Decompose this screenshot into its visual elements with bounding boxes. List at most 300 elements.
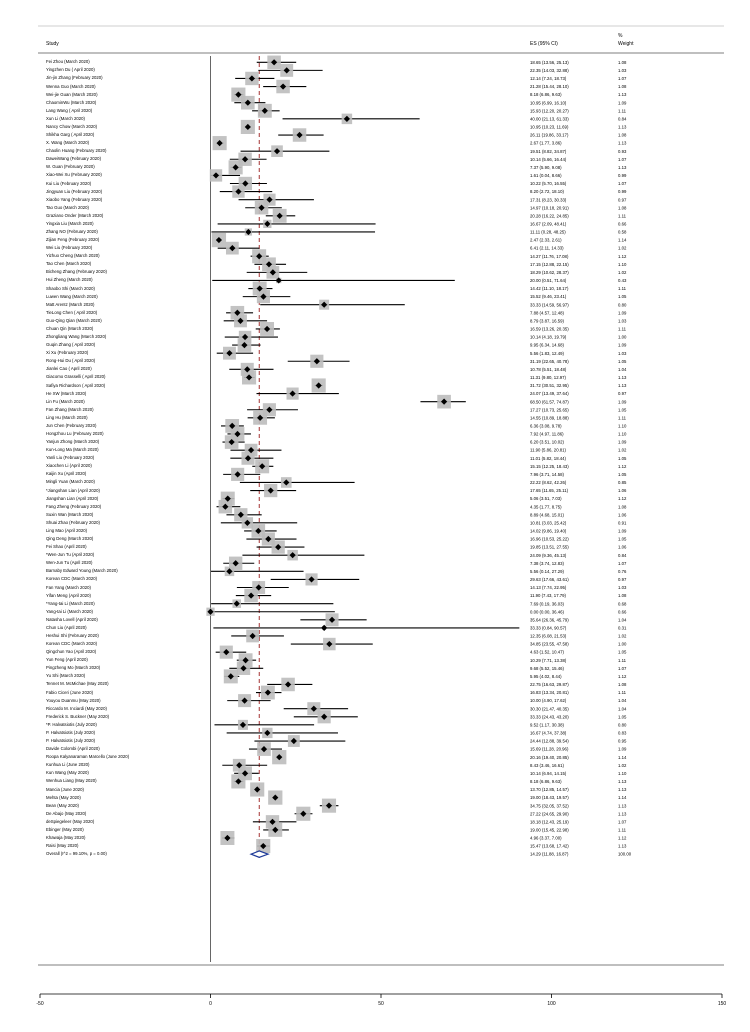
- weight-label: 1.10: [618, 423, 627, 429]
- weight-label: 1.04: [618, 617, 627, 623]
- weight-label: 1.08: [618, 205, 627, 211]
- ci-label: 19.51 (8.82, 34.87): [530, 148, 567, 154]
- weight-label: 1.08: [618, 504, 627, 510]
- ci-label: 18.29 (10.62, 28.37): [530, 269, 569, 275]
- ci-label: 40.00 (21.13, 61.33): [530, 116, 569, 122]
- ci-label: 17.27 (10.73, 25.65): [530, 407, 569, 413]
- weight-label: 1.08: [618, 59, 627, 65]
- study-label: Safiya Richardson ( April 2020): [46, 382, 106, 388]
- weight-label: 1.07: [618, 76, 627, 82]
- weight-label: 1.11: [618, 286, 627, 292]
- weight-label: 1.08: [618, 132, 627, 138]
- ci-label: 6.20 (3.51, 10.02): [530, 439, 564, 445]
- weight-label: 1.13: [618, 124, 627, 130]
- weight-label: 1.04: [618, 366, 627, 372]
- study-label: deSpiegeleer (May 2020): [46, 818, 95, 824]
- weight-label: 1.09: [618, 100, 627, 106]
- x-tick-label: -50: [36, 1001, 44, 1007]
- weight-label: 1.03: [618, 585, 627, 591]
- study-label: Wei-jie Guan (March 2020): [46, 91, 98, 97]
- study-label: Shikha Garg ( April 2020): [46, 132, 95, 138]
- weight-label: 1.10: [618, 261, 627, 267]
- study-label: Fang Zheng (February 2020): [46, 503, 102, 509]
- ci-label: 7.88 (4.57, 12.48): [530, 310, 564, 316]
- weight-label: 1.11: [618, 690, 627, 696]
- ci-label: 31.72 (30.51, 32.95): [530, 383, 569, 389]
- ci-label: 14.29 (11.88, 16.87): [530, 851, 569, 857]
- study-label: X. Wang (March 2020): [46, 140, 90, 146]
- weight-label: 1.07: [618, 181, 627, 187]
- weight-label: 0.95: [618, 738, 627, 744]
- ci-label: 33.33 (14.59, 56.97): [530, 302, 569, 308]
- study-label: Yifan Meng (April 2020): [46, 592, 91, 598]
- weight-label: 1.07: [618, 665, 627, 671]
- ci-label: 9.68 (5.52, 15.46): [530, 665, 564, 671]
- ci-label: 7.38 (3.74, 12.83): [530, 560, 564, 566]
- ci-label: 10.14 (5.66, 16.44): [530, 156, 567, 162]
- weight-label: 1.03: [618, 350, 627, 356]
- study-label: Yingxia Liu (March 2020): [46, 220, 94, 226]
- ci-label: 24.07 (13.49, 37.64): [530, 391, 569, 397]
- weight-label: 1.05: [618, 649, 627, 655]
- ci-label: 24.09 (9.36, 45.13): [530, 552, 567, 558]
- weight-label: 0.80: [618, 302, 627, 308]
- ci-label: 16.67 (2.09, 48.41): [530, 221, 567, 227]
- study-label: P. Halvatsiotis (July 2020): [46, 738, 96, 744]
- weight-label: 0.99: [618, 173, 627, 179]
- ci-label: 4.63 (1.52, 10.47): [530, 649, 564, 655]
- study-label: Lang Wang ( April 2020): [46, 107, 93, 113]
- study-label: *Yang-tai Li (March 2020): [46, 600, 95, 606]
- weight-label: 1.00: [618, 641, 627, 647]
- weight-label: 0.58: [618, 229, 627, 235]
- study-label: Tao Guo (March 2020): [46, 204, 89, 210]
- study-label: Yun Feng (April 2020): [46, 657, 88, 663]
- header-weight: Weight: [618, 41, 634, 47]
- study-label: Riccardo M. Inciardi (May 2020): [46, 705, 107, 711]
- ci-label: 22.22 (8.62, 42.26): [530, 480, 567, 486]
- study-label: Jun Chen (February 2020): [46, 422, 97, 428]
- study-label: Heshui Shi (February 2020): [46, 632, 99, 638]
- ci-label: 5.56 (1.83, 12.49): [530, 350, 564, 356]
- study-label: Xun Li (March 2020): [46, 115, 85, 121]
- weight-label: 1.08: [618, 593, 627, 599]
- ci-label: 16.59 (13.26, 20.35): [530, 326, 569, 332]
- weight-label: 0.43: [618, 278, 627, 284]
- ci-label: 5.56 (0.14, 27.29): [530, 568, 564, 574]
- ci-label: 27.22 (24.65, 29.90): [530, 811, 569, 817]
- ci-label: 13.70 (12.85, 14.57): [530, 787, 569, 793]
- study-label: Tao Chen (March 2020): [46, 261, 92, 267]
- study-label: Ling Mao (April 2020): [46, 527, 88, 533]
- ci-label: 19.00 (15.45, 22.98): [530, 827, 569, 833]
- ci-label: 11.01 (5.82, 18.44): [530, 455, 566, 461]
- overall-label: Overall (I^2 = 99.10%, p = 0.00): [46, 851, 107, 857]
- study-label: Fabio Ciceri (June 2020): [46, 689, 94, 695]
- ci-label: 18.65 (13.56, 25.13): [530, 59, 569, 65]
- ci-label: 8.79 (3.87, 16.59): [530, 318, 564, 324]
- ci-label: 5.95 (4.02, 8.44): [530, 673, 562, 679]
- weight-label: 1.10: [618, 770, 627, 776]
- study-label: He XW (March 2020): [46, 390, 87, 396]
- weight-label: 1.05: [618, 455, 627, 461]
- ci-label: 33.33 (24.43, 43.20): [530, 714, 569, 720]
- study-label: Wen-Jun Tu (April 2020): [46, 560, 93, 566]
- weight-label: 0.31: [618, 625, 627, 631]
- ci-label: 15.47 (13.68, 17.42): [530, 843, 569, 849]
- weight-label: 1.13: [618, 92, 627, 98]
- ci-label: 10.22 (5.70, 16.55): [530, 181, 567, 187]
- ci-label: 10.95 (6.99, 16.10): [530, 100, 567, 106]
- study-label: Yu Shi (March 2020): [46, 673, 86, 679]
- x-tick-label: 0: [209, 1001, 212, 1007]
- study-label: Wenna Guo (March 2020): [46, 83, 96, 89]
- ci-label: 16.96 (10.53, 25.22): [530, 536, 569, 542]
- weight-label: 0.97: [618, 577, 627, 583]
- study-label: Fei Shao (April 2020): [46, 544, 87, 550]
- weight-label: 1.07: [618, 156, 627, 162]
- ci-label: 16.67 (4.74, 37.38): [530, 730, 567, 736]
- x-tick-label: 100: [547, 1001, 556, 1007]
- weight-label: 0.66: [618, 609, 627, 615]
- study-label: Xi Xu (February 2020): [46, 350, 89, 356]
- study-label: Fei Zhou (March 2020): [46, 59, 90, 65]
- ci-label: 7.37 (5.90, 9.08): [530, 164, 562, 170]
- study-label: Mingli Yuan (March 2020): [46, 479, 95, 485]
- study-label: Shuai Zhao (February 2020): [46, 519, 100, 525]
- study-label: *P. Halvatsiotis (July 2020): [46, 721, 97, 727]
- ci-label: 4.35 (1.77, 8.75): [530, 504, 562, 510]
- weight-label: 0.83: [618, 730, 627, 736]
- study-label: Yizhuo Cheng (March 2020): [46, 253, 100, 259]
- study-label: Shaobo Shi (March 2020): [46, 285, 95, 291]
- ci-label: 22.75 (16.63, 29.87): [530, 682, 569, 688]
- ci-label: 11.90 (7.43, 17.79): [530, 593, 566, 599]
- study-label: Raisi (May 2020): [46, 843, 79, 849]
- study-label: Jiangshan Lian (April 2020): [46, 495, 99, 501]
- study-label: Yingzhen Du ( April 2020): [46, 67, 95, 73]
- ci-label: 11.31 (9.80, 12.97): [530, 375, 566, 381]
- ci-label: 33.33 (0.84, 90.57): [530, 625, 567, 631]
- weight-label: 1.14: [618, 754, 627, 760]
- header-study: Study: [46, 41, 59, 47]
- study-label: Jin-jin Zhang (February 2020): [46, 75, 103, 81]
- weight-label: 1.06: [618, 488, 627, 494]
- weight-label: 1.08: [618, 682, 627, 688]
- weight-label: 1.05: [618, 471, 627, 477]
- study-label: Chaolin Huang (February 2020): [46, 148, 107, 154]
- weight-label: 1.03: [618, 318, 627, 324]
- weight-label: 1.00: [618, 334, 627, 340]
- ci-label: 19.00 (18.43, 19.57): [530, 795, 569, 801]
- study-label: Giacomo Grasselli ( April 2020): [46, 374, 106, 380]
- ci-label: 21.28 (15.44, 28.10): [530, 84, 569, 90]
- study-label: Jianlei Cao ( April 2020): [46, 366, 92, 372]
- weight-label: 1.13: [618, 803, 627, 809]
- ci-label: 8.18 (6.86, 9.63): [530, 779, 562, 785]
- study-label: DaweiWang (February 2020): [46, 156, 102, 162]
- study-label: Chuan Qin (March 2020): [46, 325, 94, 331]
- study-label: Guqin Zhang ( April 2020): [46, 342, 96, 348]
- ci-label: 2.47 (2.33, 2.61): [530, 237, 562, 243]
- ci-label: 34.75 (32.05, 37.52): [530, 803, 569, 809]
- weight-label: 1.12: [618, 463, 627, 469]
- ci-label: 10.95 (10.23, 11.69): [530, 124, 569, 130]
- ci-label: 10.00 (4.90, 17.62): [530, 698, 567, 704]
- study-label: Kui Liu (February 2020): [46, 180, 92, 186]
- ci-label: 9.52 (1.17, 30.38): [530, 722, 564, 728]
- weight-label: 1.02: [618, 633, 627, 639]
- study-label: Yang-tai Li (March 2020): [46, 608, 93, 614]
- weight-label: 1.11: [618, 108, 627, 114]
- ci-label: 10.14 (4.18, 19.79): [530, 334, 567, 340]
- weight-label: 1.09: [618, 746, 627, 752]
- study-label: Roopa Kalyanaraman Marcello (June 2020): [46, 754, 130, 760]
- weight-label: 1.12: [618, 253, 627, 259]
- ci-label: 8.20 (2.72, 18.10): [530, 189, 564, 195]
- ci-label: 15.52 (9.46, 23.41): [530, 294, 567, 300]
- weight-label: 0.66: [618, 221, 627, 227]
- ci-label: 34.85 (23.55, 47.58): [530, 641, 569, 647]
- weight-label: 0.84: [618, 116, 627, 122]
- study-label: Wei Liu (February 2020): [46, 245, 93, 251]
- weight-label: 1.13: [618, 383, 627, 389]
- study-label: Luwen Wang (March 2020): [46, 293, 98, 299]
- ci-label: 15.15 (12.25, 18.43): [530, 463, 569, 469]
- study-label: Yanjun Zhong (March 2020): [46, 439, 100, 445]
- ci-label: 4.96 (3.37, 7.00): [530, 835, 562, 841]
- weight-label: 0.93: [618, 148, 627, 154]
- weight-label: 0.99: [618, 189, 627, 195]
- weight-label: 1.14: [618, 795, 627, 801]
- study-label: ChaominWu (March 2020): [46, 99, 97, 105]
- study-label: Bicheng Zhang (February 2020): [46, 269, 107, 275]
- ci-label: 30.30 (21.47, 40.35): [530, 706, 569, 712]
- ci-label: 20.00 (0.51, 71.64): [530, 278, 567, 284]
- ci-label: 11.90 (5.86, 20.81): [530, 447, 566, 453]
- ci-label: 6.36 (3.08, 9.78): [530, 423, 562, 429]
- weight-label: 0.68: [618, 601, 627, 607]
- ci-label: 10.78 (5.51, 18.48): [530, 366, 567, 372]
- ci-label: 17.15 (12.88, 22.15): [530, 261, 569, 267]
- weight-label: 1.02: [618, 447, 627, 453]
- study-label: Bean (May 2020): [46, 802, 79, 808]
- study-label: Fan Zhang (March 2020): [46, 406, 94, 412]
- weight-label: 0.84: [618, 552, 627, 558]
- weight-label: 1.13: [618, 779, 627, 785]
- weight-label: 1.11: [618, 213, 627, 219]
- weight-label: 1.12: [618, 835, 627, 841]
- study-label: Qing Deng (March 2020): [46, 536, 94, 542]
- ci-label: 7.96 (3.71, 14.58): [530, 471, 564, 477]
- weight-label: 1.12: [618, 496, 627, 502]
- weight-label: 1.02: [618, 245, 627, 251]
- weight-label: 1.05: [618, 536, 627, 542]
- ci-label: 15.93 (12.20, 20.27): [530, 108, 569, 114]
- study-label: Suxin Wan (March 2020): [46, 511, 94, 517]
- weight-label: 1.07: [618, 560, 627, 566]
- ci-label: 20.16 (19.40, 20.85): [530, 754, 569, 760]
- weight-label: 0.80: [618, 722, 627, 728]
- study-label: Davide Colombi (April 2020): [46, 746, 100, 752]
- study-label: Hui Zheng (March 2020): [46, 277, 93, 283]
- study-label: Xiao-Wei Xu (February 2020): [46, 172, 102, 178]
- ci-label: 12.35 (6.08, 21.53): [530, 633, 567, 639]
- ci-label: 7.69 (0.19, 36.03): [530, 601, 564, 607]
- study-label: W. Guan (February 2020): [46, 164, 95, 170]
- ci-label: 20.28 (16.22, 24.85): [530, 213, 569, 219]
- study-label: Matt Arentz (March 2020): [46, 301, 95, 307]
- ci-label: 5.06 (3.51, 7.03): [530, 496, 562, 502]
- ci-label: 2.67 (1.77, 3.86): [530, 140, 562, 146]
- study-label: Nancy Chow (March 2020): [46, 123, 98, 129]
- study-label: Wenhua Liang (May 2020): [46, 778, 97, 784]
- study-label: Xiaochen Li (April 2020): [46, 463, 92, 469]
- ci-label: 8.18 (6.86, 9.63): [530, 92, 562, 98]
- study-label: Chun Liu (April 2020): [46, 624, 87, 630]
- ci-label: 14.13 (7.74, 22.95): [530, 585, 567, 591]
- study-label: *Jiangshan Lian (April 2020): [46, 487, 100, 493]
- ci-label: 7.92 (4.97, 11.86): [530, 431, 564, 437]
- study-label: Kun Wang (May 2020): [46, 770, 89, 776]
- ci-label: 10.29 (7.71, 13.38): [530, 657, 567, 663]
- weight-label: 1.05: [618, 294, 627, 300]
- study-label: Zhongliang Wang (March 2020): [46, 334, 107, 340]
- weight-label: 0.97: [618, 391, 627, 397]
- weight-label: 100.00: [618, 851, 632, 857]
- ci-label: 31.19 (22.65, 40.78): [530, 358, 569, 364]
- study-label: *Wen-Jun Tu (April 2020): [46, 552, 95, 558]
- study-label: Zhang NO (February 2020): [46, 228, 98, 234]
- ci-label: 14.27 (11.76, 17.08): [530, 253, 569, 259]
- weight-label: 1.11: [618, 657, 627, 663]
- weight-label: 1.04: [618, 698, 627, 704]
- weight-label: 1.13: [618, 811, 627, 817]
- study-label: Korean CDC (March 2020): [46, 641, 98, 647]
- study-label: Qingchun Yao (April 2020): [46, 649, 97, 655]
- weight-label: 1.11: [618, 827, 627, 833]
- x-tick-label: 150: [717, 1001, 727, 1007]
- weight-label: 1.08: [618, 84, 627, 90]
- weight-label: 1.02: [618, 269, 627, 275]
- ci-label: 8.43 (3.46, 16.61): [530, 762, 564, 768]
- study-label: Ling Hu (March 2020): [46, 414, 88, 420]
- study-label: Korean CDC (March 2020): [46, 576, 98, 582]
- study-label: Frederick S. Buckner (May 2020): [46, 713, 110, 719]
- weight-label: 1.04: [618, 706, 627, 712]
- study-label: Lin Fu (March 2020): [46, 398, 85, 404]
- weight-label: 1.13: [618, 164, 627, 170]
- study-label: Fan Yang (March 2020): [46, 584, 91, 590]
- ci-label: 16.83 (13.34, 20.81): [530, 690, 569, 696]
- ci-label: 24.44 (12.88, 39.54): [530, 738, 569, 744]
- ci-label: 26.11 (19.86, 33.17): [530, 132, 569, 138]
- study-label: Yanli Liu (February 2020): [46, 455, 95, 461]
- weight-label: 1.02: [618, 762, 627, 768]
- ci-label: 15.69 (11.28, 20.96): [530, 746, 569, 752]
- weight-label: 1.13: [618, 843, 627, 849]
- weight-label: 1.07: [618, 819, 627, 825]
- ci-label: 14.97 (10.18, 20.91): [530, 205, 569, 211]
- study-label: Kun-Long Ma (March 2020): [46, 447, 99, 453]
- weight-label: 0.85: [618, 480, 627, 486]
- weight-label: 1.13: [618, 140, 627, 146]
- ci-label: 14.42 (11.10, 18.17): [530, 286, 569, 292]
- study-label: Zijian Feng (February 2020): [46, 237, 100, 243]
- ci-label: 68.50 (61.57, 74.87): [530, 399, 569, 405]
- study-label: Tennet M. McMichae (May 2020): [46, 681, 109, 687]
- ci-label: 22.35 (14.03, 32.88): [530, 67, 569, 73]
- header-es: ES (95% CI): [530, 41, 558, 47]
- study-label: De Abajo (May 2020): [46, 810, 87, 816]
- weight-label: 1.05: [618, 358, 627, 364]
- weight-label: 1.11: [618, 415, 627, 421]
- weight-label: 1.13: [618, 787, 627, 793]
- study-label: Graziano Onder (March 2020): [46, 212, 104, 218]
- weight-label: 0.76: [618, 568, 627, 574]
- weight-label: 1.14: [618, 237, 627, 243]
- ci-label: 19.85 (13.51, 27.55): [530, 544, 569, 550]
- study-label: Mehta (May 2020): [46, 794, 81, 800]
- ci-label: 12.14 (7.24, 18.73): [530, 76, 567, 82]
- weight-label: 1.09: [618, 439, 627, 445]
- ci-label: 0.00 (0.00, 36.46): [530, 609, 564, 615]
- weight-label: 1.13: [618, 375, 627, 381]
- study-label: Khawaja (May 2020): [46, 834, 86, 840]
- study-label: Natasha Lovell (April 2020): [46, 616, 98, 622]
- ci-label: 35.64 (26.36, 45.79): [530, 617, 569, 623]
- study-label: Jingyuan Liu (February 2020): [46, 188, 103, 194]
- ci-label: 8.89 (4.68, 15.01): [530, 512, 564, 518]
- study-label: P. Halvatsiotis (July 2020): [46, 729, 96, 735]
- study-label: Mancia (June 2020): [46, 786, 84, 792]
- ci-label: 11.11 (0.28, 48.25): [530, 229, 566, 235]
- weight-label: 1.09: [618, 399, 627, 405]
- study-label: TieLong Chen ( April 2020): [46, 309, 98, 315]
- weight-label: 1.05: [618, 714, 627, 720]
- study-label: Xiaobo Yang (February 2020): [46, 196, 103, 202]
- study-label: Hongzhou Lu (February 2020): [46, 430, 104, 436]
- study-label: Rong-Hui Du ( April 2020): [46, 358, 96, 364]
- weight-label: 1.11: [618, 326, 627, 332]
- study-label: Kaijin Xu (April 2020): [46, 471, 87, 477]
- study-label: Pingzheng Mo (March 2020): [46, 665, 101, 671]
- study-label: Kunhua Li (June 2020): [46, 762, 90, 768]
- ci-label: 10.14 (6.94, 14.15): [530, 770, 567, 776]
- ci-label: 14.55 (10.89, 18.88): [530, 415, 569, 421]
- weight-label: 1.06: [618, 544, 627, 550]
- ci-label: 9.95 (6.34, 14.68): [530, 342, 564, 348]
- weight-label: 1.10: [618, 431, 627, 437]
- ci-label: 17.31 (8.23, 30.33): [530, 197, 567, 203]
- weight-label: 1.05: [618, 407, 627, 413]
- weight-label: 1.03: [618, 67, 627, 73]
- ci-label: 6.41 (2.11, 14.33): [530, 245, 564, 251]
- weight-label: 1.09: [618, 528, 627, 534]
- ci-label: 14.02 (9.86, 19.40): [530, 528, 567, 534]
- weight-label: 0.91: [618, 520, 627, 526]
- ci-label: 10.81 (3.03, 25.42): [530, 520, 567, 526]
- weight-label: 1.09: [618, 342, 627, 348]
- header-weight-pct: %: [618, 33, 623, 39]
- study-label: Barnaby Edward Young (March 2020): [46, 568, 118, 574]
- weight-label: 1.06: [618, 512, 627, 518]
- weight-label: 0.97: [618, 197, 627, 203]
- ci-label: 29.63 (17.66, 43.61): [530, 577, 569, 583]
- ci-label: 1.61 (0.04, 8.66): [530, 173, 562, 179]
- ci-label: 17.65 (11.65, 25.11): [530, 488, 569, 494]
- x-tick-label: 50: [378, 1001, 384, 1007]
